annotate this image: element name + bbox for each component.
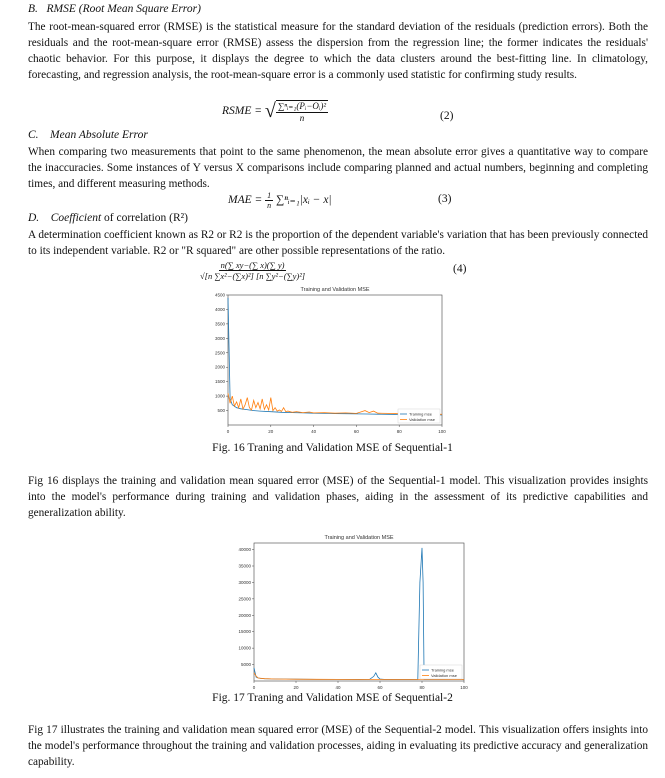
eq3-frac-num: 1 — [267, 191, 272, 200]
y-tick-label: 40000 — [238, 547, 251, 553]
x-tick-label: 0 — [226, 429, 230, 434]
legend-label: Validation mse — [431, 673, 457, 678]
y-tick-label: 3000 — [214, 335, 225, 341]
eq4-denominator: √[n ∑x²−(∑x)²] [n ∑y²−(∑y)²] — [200, 271, 306, 281]
x-tick-label: 80 — [396, 429, 402, 434]
heading-text: RMSE (Root Mean Square Error) — [46, 3, 201, 15]
section-c-body: When comparing two measurements that point to the same phenomenon, the mean absolute error gives a quantitative way to compare the inaccuracies. Some instances of Y versus X comparisons include comparing planned and actual numbers, beginning and completing times, and different measuring methods. — [28, 146, 648, 190]
chart-title: Training and Validation MSE — [324, 535, 394, 541]
eq3-frac-den: n — [267, 201, 272, 210]
y-tick-label: 2000 — [214, 364, 225, 370]
fig16-chart — [200, 287, 450, 439]
fig17-chart — [222, 535, 472, 695]
section-d-body: A determination coefficient known as R2 or R2 is the proportion of the dependent variable's variation that has been previously connected to its independent variable. R2 or "R squared" are other possible representations of the ratio. — [28, 229, 648, 257]
y-tick-label: 35000 — [238, 563, 251, 569]
y-tick-label: 30000 — [238, 579, 251, 585]
equation-4-number: (4) — [453, 263, 467, 275]
x-tick-label: 60 — [353, 429, 359, 434]
heading-prefix: D. — [28, 212, 40, 224]
legend-label: Training mse — [409, 411, 432, 417]
heading-rest: of correlation (R²) — [101, 212, 188, 224]
y-tick-label: 10000 — [238, 645, 251, 651]
heading-prefix: C. — [28, 129, 39, 141]
x-tick-label: 20 — [268, 429, 274, 434]
plot-frame — [254, 543, 464, 681]
section-d-heading — [28, 212, 188, 224]
x-tick-label: 40 — [311, 429, 317, 434]
eq4-numerator: n(∑ xy−(∑ x)(∑ y) — [220, 260, 285, 270]
heading-text: Mean Absolute Error — [50, 129, 148, 141]
fig16-description: Fig 16 displays the training and validation mean squared error (MSE) of the Sequential-1 model. This visualization provides insights into the model's performance during training and validation phases, aiding in the assessment of its predictive capabilities and generalization ability. — [28, 475, 648, 519]
y-tick-label: 15000 — [238, 629, 251, 635]
y-tick-label: 5000 — [240, 662, 251, 668]
x-tick-label: 100 — [438, 429, 446, 434]
legend-label: Validation mse — [409, 417, 435, 422]
equation-4 — [200, 260, 305, 281]
eq2-numerator: ∑ⁿᵢ₌₁(Pᵢ−Oᵢ)² — [277, 101, 327, 111]
fig16-caption: Fig. 16 Traning and Validation MSE of Sequential-1 — [212, 442, 453, 454]
y-tick-label: 4000 — [214, 306, 225, 312]
section-c-heading — [28, 129, 148, 141]
y-tick-label: 1500 — [214, 379, 225, 385]
x-tick-label: 40 — [335, 685, 341, 690]
y-tick-label: 3500 — [214, 321, 225, 327]
y-tick-label: 2500 — [214, 350, 225, 356]
equation-3-number: (3) — [438, 193, 452, 205]
x-tick-label: 0 — [252, 685, 256, 690]
legend-label: Training mse — [431, 667, 454, 673]
eq3-body: ∑ⁿᵢ₌₁|xᵢ − x| — [276, 194, 332, 207]
equation-2: RSME = √ $\frac{\text{∑ⁿᵢ₌₁(Pᵢ−Oᵢ)²}}{n}$ — [222, 100, 327, 123]
x-tick-label: 20 — [293, 685, 299, 690]
y-tick-label: 500 — [217, 408, 225, 414]
chart-title: Training and Validation MSE — [300, 287, 370, 293]
fig17-description: Fig 17 illustrates the training and validation mean squared error (MSE) of the Sequential-2 model. This visualization offers insights into the model's performance throughout the training and validation processes, aiding in evaluating its predictive accuracy and generalization capability. — [28, 724, 648, 768]
equation-2-number: (2) — [440, 110, 454, 122]
x-tick-label: 80 — [419, 685, 425, 690]
eq2-denominator: n — [299, 113, 305, 123]
plot-frame — [228, 295, 442, 425]
section-b-heading — [28, 3, 201, 15]
x-tick-label: 60 — [377, 685, 383, 690]
x-tick-label: 100 — [460, 685, 468, 690]
section-b-body: The root-mean-squared error (RMSE) is the statistical measure for the standard deviation of the residuals (prediction errors). Both the residuals and the root-mean-square error (RMSE) assess the dispersion from the regression line; the former indicates the residuals' chaotic behavior. For this purpose, it displays the degree to which the data clusters around the best-fitting line. In climatology, forecasting, and regression analysis, the root-mean-square error is a commonly used statistic for confirming study results. — [28, 21, 648, 81]
heading-prefix: B. — [28, 3, 38, 15]
eq2-lhs: RSME = — [222, 105, 263, 118]
heading-italic: Coefficient — [50, 212, 102, 224]
fig17-caption: Fig. 17 Traning and Validation MSE of Sequential-2 — [212, 692, 453, 704]
y-tick-label: 25000 — [238, 596, 251, 602]
y-tick-label: 4500 — [214, 292, 225, 298]
equation-3 — [228, 191, 332, 210]
y-tick-label: 1000 — [214, 393, 225, 399]
eq3-lhs: MAE = — [228, 194, 266, 207]
y-tick-label: 20000 — [238, 612, 251, 618]
